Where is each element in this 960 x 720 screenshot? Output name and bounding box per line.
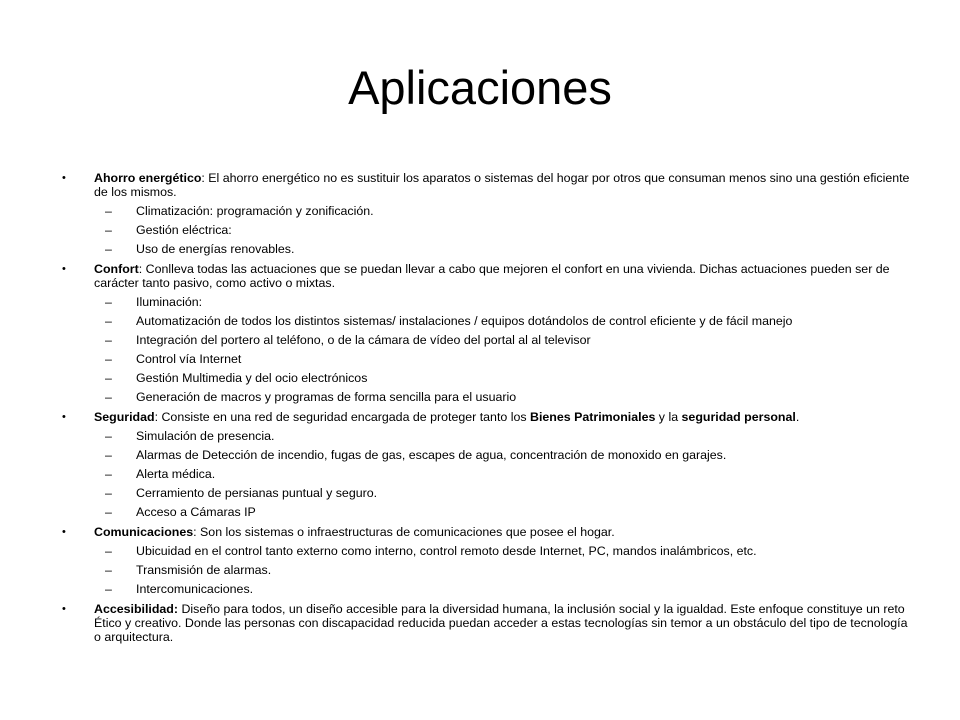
sub-item-text: Climatización: programación y zonificación. [136, 204, 374, 218]
sub-item [72, 242, 917, 256]
sub-item [72, 295, 917, 309]
bullet-heading: Confort [94, 262, 139, 276]
bullet-comunicaciones [62, 525, 917, 539]
dash-icon: – [105, 390, 112, 404]
bullet-text: : Consiste en una red de seguridad encargada de proteger tanto los [154, 410, 531, 424]
bullet-text: : Son los sistemas o infraestructuras de comunicaciones que posee el hogar. [193, 525, 615, 539]
bullet-heading: Accesibilidad: [94, 602, 179, 616]
dash-icon: – [105, 486, 112, 500]
dash-icon: – [105, 544, 112, 558]
dash-icon: – [105, 204, 112, 218]
bullet-heading: Ahorro energético [94, 171, 202, 185]
bullet-bold-text: Bienes Patrimoniales [530, 410, 656, 424]
sub-item [72, 223, 917, 237]
bullet-confort [62, 262, 917, 290]
sub-item-text: Ubicuidad en el control tanto externo como interno, control remoto desde Internet, PC, mandos inalámbricos, etc. [136, 544, 757, 558]
bullet-text: Diseño para todos, un diseño accesible para la diversidad humana, la inclusión social y la igualdad. Este enfoque constituye un reto Ético y creativo. Donde las personas con discapacidad reducida puedan acceder a estas tecnologías sin temor a un obstáculo del tipo de tecnología o arquitectura. [94, 602, 908, 644]
bullet-ahorro-energetico [62, 171, 917, 199]
sub-item-text: Alerta médica. [136, 467, 216, 481]
bullet-icon: • [62, 263, 66, 275]
sub-item [72, 333, 917, 347]
sub-item [72, 448, 917, 462]
sub-item-text: Control vía Internet [136, 352, 242, 366]
dash-icon: – [105, 448, 112, 462]
bullet-icon: • [62, 526, 66, 538]
sub-item-text: Alarmas de Detección de incendio, fugas de gas, escapes de agua, concentración de monoxido en garajes. [136, 448, 727, 462]
sub-item [72, 352, 917, 366]
bullet-text: . [795, 410, 800, 424]
dash-icon: – [105, 295, 112, 309]
sub-item [72, 486, 917, 500]
sub-item [72, 204, 917, 218]
bullet-icon: • [62, 172, 66, 184]
sub-item [72, 582, 917, 596]
bullet-icon: • [62, 603, 66, 615]
sub-item [72, 544, 917, 558]
sub-item-text: Cerramiento de persianas puntual y seguro. [136, 486, 378, 500]
dash-icon: – [105, 223, 112, 237]
sub-item-text: Uso de energías renovables. [136, 242, 295, 256]
sub-item [72, 505, 917, 519]
dash-icon: – [105, 242, 112, 256]
dash-icon: – [105, 314, 112, 328]
bullet-heading: Seguridad [94, 410, 155, 424]
dash-icon: – [105, 429, 112, 443]
sub-item [72, 467, 917, 481]
sub-item [72, 314, 917, 328]
sub-item [72, 563, 917, 577]
dash-icon: – [105, 352, 112, 366]
sub-item-text: Iluminación: [136, 295, 203, 309]
sub-item-text: Gestión eléctrica: [136, 223, 232, 237]
sub-item [72, 429, 917, 443]
dash-icon: – [105, 333, 112, 347]
sub-item-text: Acceso a Cámaras IP [136, 505, 256, 519]
slide-title: Aplicaciones [348, 61, 612, 114]
dash-icon: – [105, 467, 112, 481]
bullet-seguridad [62, 410, 917, 424]
bullet-text: : El ahorro energético no es sustituir los aparatos o sistemas del hogar por otros que consuman menos sino una gestión eficiente de los mismos. [94, 171, 910, 199]
sub-item-text: Generación de macros y programas de forma sencilla para el usuario [136, 390, 517, 404]
bullet-list [62, 171, 917, 644]
sub-item-text: Simulación de presencia. [136, 429, 275, 443]
dash-icon: – [105, 371, 112, 385]
dash-icon: – [105, 563, 112, 577]
bullet-text: y la [655, 410, 682, 424]
dash-icon: – [105, 582, 112, 596]
bullet-bold-text: seguridad personal [681, 410, 796, 424]
sub-item-text: Gestión Multimedia y del ocio electrónicos [136, 371, 368, 385]
sub-item [72, 390, 917, 404]
bullet-text: : Conlleva todas las actuaciones que se puedan llevar a cabo que mejoren el confort en una vivienda. Dichas actuaciones pueden ser de carácter tanto pasivo, como activo o mixtas. [94, 262, 890, 290]
bullet-accesibilidad [62, 602, 917, 644]
sub-item-text: Intercomunicaciones. [136, 582, 254, 596]
sub-item-text: Transmisión de alarmas. [136, 563, 272, 577]
bullet-icon: • [62, 411, 66, 423]
sub-item-text: Integración del portero al teléfono, o de la cámara de vídeo del portal al al televisor [136, 333, 591, 347]
dash-icon: – [105, 505, 112, 519]
sub-item-text: Automatización de todos los distintos sistemas/ instalaciones / equipos dotándolos de control eficiente y de fácil manejo [136, 314, 793, 328]
sub-item [72, 371, 917, 385]
bullet-heading: Comunicaciones [94, 525, 194, 539]
